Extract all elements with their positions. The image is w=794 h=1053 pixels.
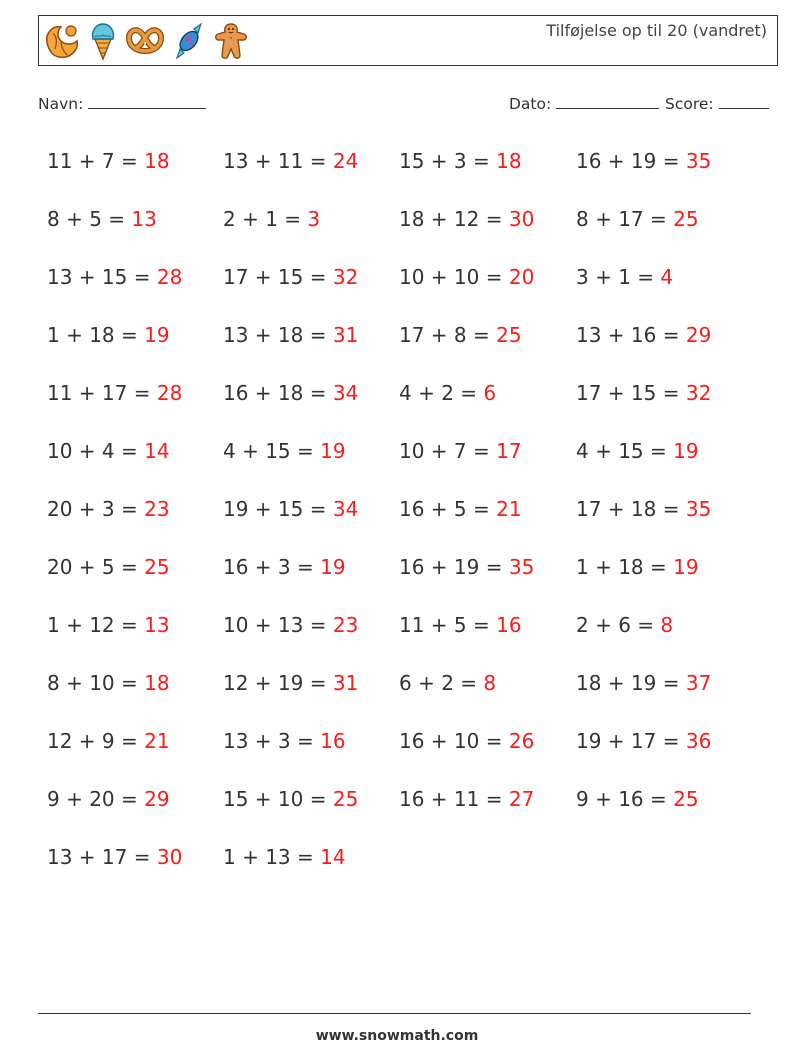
problem-expression: 16 + 5 = xyxy=(399,497,497,521)
pretzel-icon xyxy=(125,21,165,61)
problem-item xyxy=(47,610,170,640)
problem-expression: 1 + 13 = xyxy=(223,845,321,869)
problem-item xyxy=(223,320,358,350)
problem-answer: 28 xyxy=(156,381,183,405)
name-label: Navn: xyxy=(38,95,84,113)
problem-expression: 16 + 19 = xyxy=(399,555,509,579)
date-field xyxy=(509,93,659,113)
problem-item xyxy=(223,610,358,640)
problem-answer: 4 xyxy=(660,265,674,289)
problem-answer: 16 xyxy=(496,613,522,637)
problem-expression: 17 + 8 = xyxy=(399,323,497,347)
problem-item xyxy=(223,262,358,292)
problem-answer: 28 xyxy=(156,265,183,289)
problem-expression: 13 + 16 = xyxy=(576,323,686,347)
problem-answer: 8 xyxy=(483,671,497,695)
problem-answer: 25 xyxy=(673,787,699,811)
problem-answer: 30 xyxy=(156,845,183,869)
problem-expression: 17 + 18 = xyxy=(576,497,686,521)
footer-divider xyxy=(38,1013,751,1014)
problem-expression: 15 + 10 = xyxy=(223,787,333,811)
problem-answer: 37 xyxy=(685,671,712,695)
gingerbread-icon xyxy=(213,21,249,61)
problem-answer: 8 xyxy=(660,613,674,637)
problem-item xyxy=(223,494,358,524)
croissant-icon xyxy=(43,21,81,61)
problem-expression: 16 + 11 = xyxy=(399,787,509,811)
date-label: Dato: xyxy=(509,95,552,113)
problem-answer: 30 xyxy=(508,207,535,231)
problem-expression: 8 + 5 = xyxy=(47,207,132,231)
problem-item xyxy=(399,494,522,524)
problem-answer: 31 xyxy=(332,323,359,347)
score-field xyxy=(665,93,769,113)
problem-answer: 14 xyxy=(144,439,170,463)
problem-answer: 3 xyxy=(307,207,321,231)
problem-answer: 32 xyxy=(332,265,359,289)
problem-expression: 8 + 17 = xyxy=(576,207,674,231)
problem-item xyxy=(223,784,358,814)
problem-item xyxy=(399,262,534,292)
problem-answer: 25 xyxy=(144,555,170,579)
problem-item xyxy=(576,610,673,640)
problem-item xyxy=(576,146,711,176)
score-label: Score: xyxy=(665,95,714,113)
problem-item xyxy=(223,726,346,756)
problem-expression: 11 + 17 = xyxy=(47,381,157,405)
problem-item xyxy=(47,726,170,756)
problem-item xyxy=(47,204,157,234)
problem-answer: 32 xyxy=(685,381,712,405)
problem-expression: 1 + 18 = xyxy=(47,323,145,347)
problem-item xyxy=(576,204,699,234)
problem-answer: 29 xyxy=(144,787,170,811)
problem-answer: 19 xyxy=(320,439,346,463)
problem-expression: 4 + 15 = xyxy=(576,439,674,463)
problem-answer: 26 xyxy=(508,729,535,753)
problem-answer: 29 xyxy=(685,323,712,347)
problem-item xyxy=(399,436,522,466)
problem-answer: 14 xyxy=(320,845,346,869)
problem-expression: 10 + 7 = xyxy=(399,439,497,463)
candy-icon xyxy=(172,21,206,61)
problem-expression: 13 + 3 = xyxy=(223,729,321,753)
problem-item xyxy=(576,552,699,582)
problem-expression: 2 + 1 = xyxy=(223,207,308,231)
header-icons xyxy=(43,20,249,62)
problem-expression: 10 + 4 = xyxy=(47,439,145,463)
problem-item xyxy=(47,262,182,292)
problem-answer: 21 xyxy=(144,729,170,753)
problem-expression: 9 + 16 = xyxy=(576,787,674,811)
problem-expression: 13 + 17 = xyxy=(47,845,157,869)
problem-item xyxy=(223,552,346,582)
name-line xyxy=(88,93,206,109)
problem-answer: 34 xyxy=(332,381,359,405)
problem-expression: 1 + 18 = xyxy=(576,555,674,579)
problem-item xyxy=(47,320,170,350)
problem-answer: 31 xyxy=(332,671,359,695)
problem-answer: 23 xyxy=(332,613,359,637)
problem-answer: 23 xyxy=(144,497,170,521)
problem-expression: 15 + 3 = xyxy=(399,149,497,173)
problem-item xyxy=(576,726,711,756)
problem-item xyxy=(47,784,170,814)
score-line xyxy=(719,93,769,109)
problem-item xyxy=(399,552,534,582)
problem-item xyxy=(576,784,699,814)
problem-answer: 18 xyxy=(144,671,170,695)
problem-expression: 3 + 1 = xyxy=(576,265,661,289)
problem-item xyxy=(576,320,711,350)
problem-answer: 20 xyxy=(508,265,535,289)
problem-answer: 24 xyxy=(332,149,359,173)
problem-answer: 25 xyxy=(496,323,522,347)
problem-item xyxy=(47,146,170,176)
problem-expression: 18 + 19 = xyxy=(576,671,686,695)
problem-answer: 18 xyxy=(496,149,522,173)
problem-expression: 4 + 2 = xyxy=(399,381,484,405)
problem-item xyxy=(576,668,711,698)
problem-answer: 21 xyxy=(496,497,522,521)
problem-item xyxy=(223,146,358,176)
problem-answer: 19 xyxy=(673,439,699,463)
problem-item xyxy=(223,436,346,466)
problem-expression: 1 + 12 = xyxy=(47,613,145,637)
problem-expression: 2 + 6 = xyxy=(576,613,661,637)
problem-answer: 27 xyxy=(508,787,535,811)
problem-expression: 18 + 12 = xyxy=(399,207,509,231)
problem-expression: 16 + 10 = xyxy=(399,729,509,753)
problem-item xyxy=(399,668,496,698)
problem-answer: 6 xyxy=(483,381,497,405)
problem-item xyxy=(47,436,170,466)
problem-answer: 19 xyxy=(144,323,170,347)
problem-expression: 17 + 15 = xyxy=(223,265,333,289)
problem-expression: 12 + 9 = xyxy=(47,729,145,753)
problem-item xyxy=(399,784,534,814)
problem-item xyxy=(576,494,711,524)
problem-expression: 10 + 13 = xyxy=(223,613,333,637)
problem-expression: 19 + 17 = xyxy=(576,729,686,753)
problem-expression: 16 + 3 = xyxy=(223,555,321,579)
problem-answer: 18 xyxy=(144,149,170,173)
problem-expression: 20 + 5 = xyxy=(47,555,145,579)
problem-answer: 35 xyxy=(685,497,712,521)
worksheet-title: Tilføjelse op til 20 (vandret) xyxy=(546,21,767,40)
problem-item xyxy=(399,146,522,176)
problem-item xyxy=(47,378,182,408)
problem-item xyxy=(223,204,320,234)
problem-answer: 16 xyxy=(320,729,346,753)
footer-url: www.snowmath.com xyxy=(315,1028,479,1044)
problem-expression: 8 + 10 = xyxy=(47,671,145,695)
problem-answer: 17 xyxy=(496,439,522,463)
problem-answer: 13 xyxy=(131,207,157,231)
problem-expression: 19 + 15 = xyxy=(223,497,333,521)
problem-expression: 13 + 11 = xyxy=(223,149,333,173)
problem-answer: 36 xyxy=(685,729,712,753)
problem-expression: 16 + 19 = xyxy=(576,149,686,173)
problem-item xyxy=(399,378,496,408)
problem-expression: 13 + 15 = xyxy=(47,265,157,289)
problem-answer: 19 xyxy=(320,555,346,579)
problem-item xyxy=(47,552,170,582)
problem-expression: 20 + 3 = xyxy=(47,497,145,521)
worksheet-header xyxy=(38,15,778,66)
problem-expression: 6 + 2 = xyxy=(399,671,484,695)
problem-item xyxy=(399,204,534,234)
problem-expression: 13 + 18 = xyxy=(223,323,333,347)
problem-item xyxy=(399,320,522,350)
problem-item xyxy=(399,726,534,756)
problem-answer: 35 xyxy=(508,555,535,579)
problem-answer: 35 xyxy=(685,149,712,173)
ice-cream-icon xyxy=(88,21,118,61)
problem-answer: 34 xyxy=(332,497,359,521)
problem-expression: 10 + 10 = xyxy=(399,265,509,289)
problem-expression: 4 + 15 = xyxy=(223,439,321,463)
name-field xyxy=(38,93,206,113)
problem-item xyxy=(47,842,182,872)
problem-item xyxy=(47,494,170,524)
problem-expression: 11 + 5 = xyxy=(399,613,497,637)
problem-expression: 9 + 20 = xyxy=(47,787,145,811)
problem-item xyxy=(223,668,358,698)
problem-item xyxy=(576,436,699,466)
problem-item xyxy=(223,378,358,408)
date-line xyxy=(556,93,659,109)
problem-item xyxy=(47,668,170,698)
problem-expression: 17 + 15 = xyxy=(576,381,686,405)
problem-answer: 25 xyxy=(332,787,359,811)
problem-answer: 25 xyxy=(673,207,699,231)
problem-item xyxy=(576,378,711,408)
problem-item xyxy=(576,262,673,292)
problem-expression: 16 + 18 = xyxy=(223,381,333,405)
problem-answer: 13 xyxy=(144,613,170,637)
problem-answer: 19 xyxy=(673,555,699,579)
problem-item xyxy=(223,842,346,872)
problem-expression: 12 + 19 = xyxy=(223,671,333,695)
problem-expression: 11 + 7 = xyxy=(47,149,145,173)
problem-item xyxy=(399,610,522,640)
